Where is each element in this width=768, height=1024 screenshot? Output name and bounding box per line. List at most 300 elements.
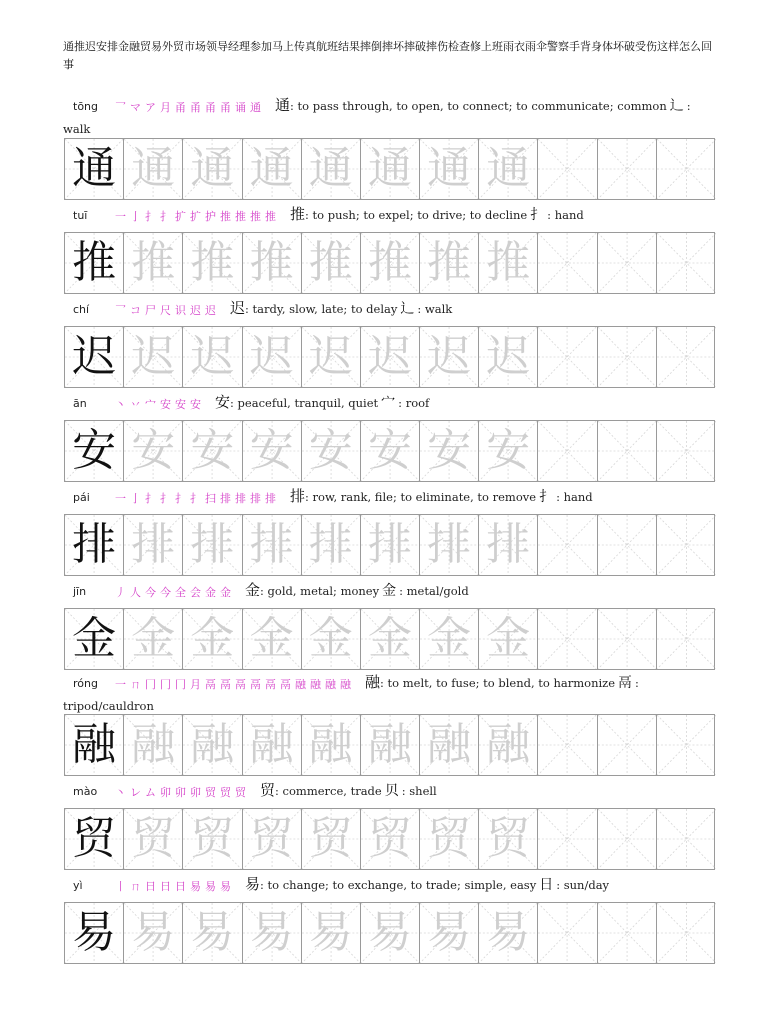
stroke-step: 冂 — [160, 678, 171, 691]
trace-character: 易 — [367, 907, 412, 958]
stroke-step: 甬 — [220, 101, 231, 114]
radical-meaning: : walk — [417, 302, 453, 316]
trace-character-cell[interactable] — [183, 515, 242, 575]
trace-character-cell[interactable] — [124, 327, 183, 387]
definition-text: : peaceful, tranquil, quiet — [230, 396, 379, 410]
empty-practice-cell[interactable] — [657, 515, 716, 575]
stroke-step: 今 — [145, 586, 156, 599]
model-character: 排 — [72, 519, 117, 570]
empty-practice-cell[interactable] — [657, 809, 716, 869]
trace-character-cell[interactable] — [124, 515, 183, 575]
model-character: 迟 — [72, 331, 117, 382]
definition-character: 融 — [365, 673, 381, 691]
radical-character: 宀 — [381, 395, 396, 411]
trace-character-cell[interactable] — [361, 421, 420, 481]
trace-character-cell[interactable] — [243, 139, 302, 199]
trace-character: 通 — [308, 143, 353, 194]
stroke-step: 冂 — [175, 678, 186, 691]
trace-character-cell[interactable] — [479, 515, 538, 575]
stroke-step: 迟 — [190, 304, 201, 317]
trace-character: 排 — [486, 519, 531, 570]
empty-practice-cell[interactable] — [598, 609, 657, 669]
model-character-cell — [65, 139, 124, 199]
empty-practice-cell[interactable] — [538, 809, 597, 869]
stroke-step: 甬 — [175, 101, 186, 114]
stroke-step: 日 — [160, 880, 171, 893]
radical-character: 扌 — [530, 207, 545, 223]
trace-character-cell[interactable] — [479, 139, 538, 199]
stroke-step: 排 — [250, 492, 261, 505]
stroke-order — [115, 781, 250, 803]
stroke-step: 扌 — [160, 492, 171, 505]
trace-character: 安 — [131, 425, 176, 476]
trace-character-cell[interactable] — [124, 139, 183, 199]
trace-character-cell[interactable] — [420, 715, 479, 775]
trace-character: 排 — [367, 519, 412, 570]
trace-character-cell[interactable] — [243, 715, 302, 775]
radical-meaning: : tripod/cauldron — [63, 676, 639, 713]
char-info-line — [63, 297, 712, 321]
stroke-step: 人 — [130, 586, 141, 599]
stroke-step: 推 — [250, 210, 261, 223]
trace-character-cell[interactable] — [361, 715, 420, 775]
trace-character-cell[interactable] — [420, 809, 479, 869]
trace-character: 通 — [131, 143, 176, 194]
trace-character: 通 — [190, 143, 235, 194]
stroke-step: 丨 — [115, 880, 126, 893]
empty-practice-cell[interactable] — [657, 715, 716, 775]
stroke-step: 一 — [115, 678, 126, 691]
trace-character-cell[interactable] — [183, 139, 242, 199]
trace-character: 安 — [249, 425, 294, 476]
char-info-line — [63, 485, 712, 509]
definition-text: : to pass through, to open, to connect; to communicate; common — [290, 99, 667, 113]
stroke-step: 全 — [175, 586, 186, 599]
stroke-step: 排 — [235, 492, 246, 505]
stroke-step: 冂 — [145, 678, 156, 691]
trace-character-cell[interactable] — [124, 233, 183, 293]
stroke-step: 乛 — [115, 101, 126, 114]
empty-practice-cell[interactable] — [538, 139, 597, 199]
empty-practice-cell[interactable] — [598, 715, 657, 775]
stroke-step: 扫 — [205, 492, 216, 505]
trace-character-cell[interactable] — [361, 809, 420, 869]
trace-character: 金 — [308, 613, 353, 664]
trace-character: 排 — [308, 519, 353, 570]
trace-character: 迟 — [131, 331, 176, 382]
trace-character: 易 — [427, 907, 472, 958]
stroke-step: 扩 — [190, 210, 201, 223]
radical-meaning: : metal/gold — [399, 584, 469, 598]
stroke-step: 安 — [175, 398, 186, 411]
radical-meaning: : hand — [547, 208, 584, 222]
stroke-step: 推 — [220, 210, 231, 223]
trace-character: 贸 — [131, 813, 176, 864]
model-character: 贸 — [72, 813, 117, 864]
empty-practice-cell[interactable] — [538, 609, 597, 669]
stroke-step: 月 — [190, 678, 201, 691]
stroke-step: 扩 — [175, 210, 186, 223]
trace-character-cell[interactable] — [479, 903, 538, 963]
trace-character: 迟 — [308, 331, 353, 382]
trace-character: 安 — [486, 425, 531, 476]
definition-character: 迟 — [230, 299, 246, 317]
trace-character-cell[interactable] — [243, 903, 302, 963]
empty-practice-cell[interactable] — [657, 139, 716, 199]
stroke-step: 尺 — [160, 304, 171, 317]
stroke-step: ム — [145, 786, 156, 799]
definition-text: : tardy, slow, late; to delay — [245, 302, 398, 316]
stroke-step: レ — [130, 786, 141, 799]
definition-character: 推 — [290, 205, 306, 223]
trace-character-cell[interactable] — [479, 809, 538, 869]
stroke-step: 鬲 — [205, 678, 216, 691]
pinyin: tuī — [73, 209, 88, 222]
stroke-order — [115, 96, 265, 118]
char-info-line — [63, 579, 712, 603]
stroke-step: 今 — [160, 586, 171, 599]
stroke-order — [115, 205, 280, 227]
model-character: 易 — [72, 907, 117, 958]
stroke-step: 识 — [175, 304, 186, 317]
trace-character-cell[interactable] — [183, 327, 242, 387]
stroke-step: 鬲 — [235, 678, 246, 691]
trace-character: 贸 — [486, 813, 531, 864]
trace-character-cell[interactable] — [302, 327, 361, 387]
trace-character: 推 — [249, 237, 294, 288]
trace-character-cell[interactable] — [302, 139, 361, 199]
trace-character-cell[interactable] — [302, 903, 361, 963]
stroke-step: 融 — [340, 678, 351, 691]
stroke-step: 扌 — [160, 210, 171, 223]
stroke-step: マ — [130, 101, 141, 114]
stroke-step: 丶 — [115, 398, 126, 411]
trace-character: 融 — [249, 719, 294, 770]
empty-practice-cell[interactable] — [538, 327, 597, 387]
trace-character: 金 — [486, 613, 531, 664]
definition-character: 安 — [215, 393, 231, 411]
trace-character-cell[interactable] — [183, 903, 242, 963]
practice-grid-row — [64, 808, 715, 870]
stroke-step: ㄇ — [130, 880, 141, 893]
radical-meaning: : shell — [401, 784, 437, 798]
definition-text: : to push; to expel; to drive; to decline — [305, 208, 528, 222]
trace-character: 融 — [131, 719, 176, 770]
stroke-step: 日 — [145, 880, 156, 893]
trace-character: 融 — [367, 719, 412, 770]
trace-character: 金 — [367, 613, 412, 664]
stroke-step: 一 — [115, 492, 126, 505]
trace-character: 推 — [131, 237, 176, 288]
stroke-step: 甬 — [190, 101, 201, 114]
practice-grid-row — [64, 902, 715, 964]
pinyin: tōng — [73, 100, 98, 113]
radical-character: 辶 — [669, 98, 684, 114]
trace-character-cell[interactable] — [183, 715, 242, 775]
trace-character-cell[interactable] — [124, 715, 183, 775]
trace-character-cell[interactable] — [183, 421, 242, 481]
model-character: 安 — [72, 425, 117, 476]
practice-grid-row — [64, 608, 715, 670]
stroke-order — [115, 487, 280, 509]
pinyin: chí — [73, 303, 90, 316]
stroke-step: 宀 — [145, 398, 156, 411]
stroke-step: 诵 — [235, 101, 246, 114]
trace-character-cell[interactable] — [479, 715, 538, 775]
sheet-title: 通推迟安排金融贸易外贸市场领导经理参加马上传真航班结果摔倒摔坏摔破摔伤检查修上班雨衣雨伞警察手背身体坏破受伤这样怎么回事 — [63, 40, 712, 71]
pinyin: jīn — [73, 585, 87, 598]
trace-character: 排 — [427, 519, 472, 570]
definition-character: 贸 — [260, 781, 276, 799]
trace-character-cell[interactable] — [302, 609, 361, 669]
trace-character: 排 — [131, 519, 176, 570]
radical-meaning: : hand — [556, 490, 593, 504]
pinyin: yì — [73, 879, 83, 892]
stroke-order — [115, 393, 205, 415]
trace-character-cell[interactable] — [361, 515, 420, 575]
model-character: 金 — [72, 613, 117, 664]
trace-character: 贸 — [308, 813, 353, 864]
trace-character-cell[interactable] — [243, 809, 302, 869]
stroke-step: 贸 — [235, 786, 246, 799]
empty-practice-cell[interactable] — [538, 515, 597, 575]
stroke-order — [115, 673, 355, 695]
trace-character-cell[interactable] — [361, 139, 420, 199]
trace-character: 金 — [427, 613, 472, 664]
trace-character-cell[interactable] — [302, 233, 361, 293]
trace-character: 推 — [427, 237, 472, 288]
stroke-step: 易 — [220, 880, 231, 893]
empty-practice-cell[interactable] — [598, 515, 657, 575]
empty-practice-cell[interactable] — [538, 903, 597, 963]
pinyin: róng — [73, 677, 98, 690]
empty-practice-cell[interactable] — [657, 233, 716, 293]
radical-character: 贝 — [384, 783, 399, 799]
practice-grid-row — [64, 714, 715, 776]
trace-character-cell[interactable] — [243, 609, 302, 669]
stroke-step: 日 — [175, 880, 186, 893]
radical-character: 辶 — [400, 301, 415, 317]
trace-character: 融 — [190, 719, 235, 770]
empty-practice-cell[interactable] — [657, 421, 716, 481]
trace-character: 易 — [131, 907, 176, 958]
stroke-step: 亅 — [130, 492, 141, 505]
stroke-step: コ — [130, 304, 141, 317]
pinyin: ān — [73, 397, 87, 410]
trace-character-cell[interactable] — [243, 233, 302, 293]
trace-character: 安 — [367, 425, 412, 476]
trace-character-cell[interactable] — [479, 233, 538, 293]
trace-character-cell[interactable] — [302, 515, 361, 575]
trace-character: 通 — [427, 143, 472, 194]
trace-character-cell[interactable] — [302, 809, 361, 869]
empty-practice-cell[interactable] — [538, 233, 597, 293]
definition-character: 排 — [290, 487, 306, 505]
trace-character: 金 — [131, 613, 176, 664]
model-character-cell — [65, 421, 124, 481]
model-character-cell — [65, 903, 124, 963]
trace-character: 安 — [427, 425, 472, 476]
radical-character: 扌 — [539, 489, 554, 505]
definition-character: 易 — [245, 875, 261, 893]
trace-character: 贸 — [367, 813, 412, 864]
trace-character-cell[interactable] — [124, 421, 183, 481]
trace-character-cell[interactable] — [124, 809, 183, 869]
empty-practice-cell[interactable] — [598, 139, 657, 199]
trace-character-cell[interactable] — [183, 809, 242, 869]
stroke-order — [115, 581, 235, 603]
definition-text: : commerce, trade — [275, 784, 382, 798]
stroke-step: 融 — [310, 678, 321, 691]
definition-text: : to change; to exchange, to trade; simple, easy — [260, 878, 537, 892]
stroke-step: 丿 — [115, 586, 126, 599]
stroke-step: 易 — [190, 880, 201, 893]
trace-character: 迟 — [486, 331, 531, 382]
stroke-step: 卯 — [190, 786, 201, 799]
definition-character: 通 — [275, 96, 291, 114]
stroke-step: 亅 — [130, 210, 141, 223]
trace-character: 推 — [190, 237, 235, 288]
stroke-step: ㄇ — [130, 678, 141, 691]
definition-text: : to melt, to fuse; to blend, to harmonize — [380, 676, 616, 690]
stroke-order — [115, 875, 235, 897]
trace-character-cell[interactable] — [361, 327, 420, 387]
trace-character-cell[interactable] — [243, 515, 302, 575]
trace-character: 迟 — [427, 331, 472, 382]
trace-character: 易 — [249, 907, 294, 958]
empty-practice-cell[interactable] — [657, 327, 716, 387]
stroke-step: 贸 — [205, 786, 216, 799]
model-character-cell — [65, 233, 124, 293]
stroke-step: 丷 — [130, 398, 141, 411]
trace-character-cell[interactable] — [479, 609, 538, 669]
stroke-step: 鬲 — [280, 678, 291, 691]
definition-text: : gold, metal; money — [260, 584, 380, 598]
char-info-line — [63, 391, 712, 415]
stroke-step: 尸 — [145, 304, 156, 317]
trace-character-cell[interactable] — [420, 233, 479, 293]
trace-character-cell[interactable] — [420, 609, 479, 669]
practice-grid-row — [64, 326, 715, 388]
trace-character: 融 — [427, 719, 472, 770]
stroke-step: 扌 — [145, 210, 156, 223]
trace-character-cell[interactable] — [420, 903, 479, 963]
trace-character: 贸 — [190, 813, 235, 864]
trace-character: 迟 — [367, 331, 412, 382]
empty-practice-cell[interactable] — [598, 327, 657, 387]
trace-character-cell[interactable] — [479, 327, 538, 387]
radical-meaning: : roof — [398, 396, 430, 410]
practice-grid-row — [64, 232, 715, 294]
stroke-step: 迟 — [205, 304, 216, 317]
trace-character-cell[interactable] — [420, 515, 479, 575]
stroke-step: 安 — [160, 398, 171, 411]
stroke-step: 月 — [160, 101, 171, 114]
trace-character: 安 — [190, 425, 235, 476]
trace-character-cell[interactable] — [420, 327, 479, 387]
radical-character: 金 — [382, 583, 397, 599]
stroke-step: 易 — [205, 880, 216, 893]
trace-character-cell[interactable] — [479, 421, 538, 481]
practice-grid-row — [64, 138, 715, 200]
empty-practice-cell[interactable] — [538, 421, 597, 481]
empty-practice-cell[interactable] — [538, 715, 597, 775]
trace-character-cell[interactable] — [183, 233, 242, 293]
stroke-step: 鬲 — [250, 678, 261, 691]
stroke-step: 甬 — [205, 101, 216, 114]
trace-character-cell[interactable] — [361, 609, 420, 669]
stroke-step: 乛 — [115, 304, 126, 317]
stroke-step: 金 — [220, 586, 231, 599]
stroke-step: 丶 — [115, 786, 126, 799]
trace-character-cell[interactable] — [124, 609, 183, 669]
stroke-step: 金 — [205, 586, 216, 599]
radical-meaning: : sun/day — [556, 878, 610, 892]
trace-character-cell[interactable] — [124, 903, 183, 963]
stroke-step: ア — [145, 101, 156, 114]
stroke-order — [115, 299, 220, 321]
trace-character-cell[interactable] — [243, 421, 302, 481]
stroke-step: 卯 — [160, 786, 171, 799]
model-character-cell — [65, 515, 124, 575]
stroke-step: 推 — [235, 210, 246, 223]
trace-character-cell[interactable] — [302, 421, 361, 481]
model-character: 推 — [72, 237, 117, 288]
radical-character: 日 — [539, 877, 554, 893]
trace-character: 推 — [367, 237, 412, 288]
empty-practice-cell[interactable] — [657, 609, 716, 669]
trace-character: 排 — [249, 519, 294, 570]
trace-character-cell[interactable] — [183, 609, 242, 669]
trace-character-cell[interactable] — [243, 327, 302, 387]
stroke-step: 排 — [265, 492, 276, 505]
model-character-cell — [65, 609, 124, 669]
empty-practice-cell[interactable] — [598, 233, 657, 293]
stroke-step: 融 — [325, 678, 336, 691]
trace-character: 通 — [367, 143, 412, 194]
stroke-step: 卯 — [175, 786, 186, 799]
trace-character: 易 — [190, 907, 235, 958]
empty-practice-cell[interactable] — [598, 809, 657, 869]
stroke-step: 一 — [115, 210, 126, 223]
stroke-step: 扌 — [145, 492, 156, 505]
trace-character-cell[interactable] — [420, 421, 479, 481]
model-character-cell — [65, 327, 124, 387]
stroke-step: 贸 — [220, 786, 231, 799]
stroke-step: 鬲 — [220, 678, 231, 691]
trace-character: 贸 — [427, 813, 472, 864]
trace-character-cell[interactable] — [420, 139, 479, 199]
trace-character-cell[interactable] — [302, 715, 361, 775]
radical-character: 鬲 — [618, 675, 633, 691]
model-character-cell — [65, 715, 124, 775]
empty-practice-cell[interactable] — [598, 421, 657, 481]
stroke-step: 推 — [265, 210, 276, 223]
trace-character-cell[interactable] — [361, 903, 420, 963]
trace-character-cell[interactable] — [361, 233, 420, 293]
stroke-step: 鬲 — [265, 678, 276, 691]
trace-character: 迟 — [190, 331, 235, 382]
char-info-line — [63, 671, 712, 717]
empty-practice-cell[interactable] — [657, 903, 716, 963]
trace-character: 排 — [190, 519, 235, 570]
radical-meaning: : walk — [63, 99, 691, 136]
stroke-step: 扌 — [175, 492, 186, 505]
definition-character: 金 — [245, 581, 261, 599]
trace-character: 贸 — [249, 813, 294, 864]
stroke-step: 通 — [250, 101, 261, 114]
empty-practice-cell[interactable] — [598, 903, 657, 963]
